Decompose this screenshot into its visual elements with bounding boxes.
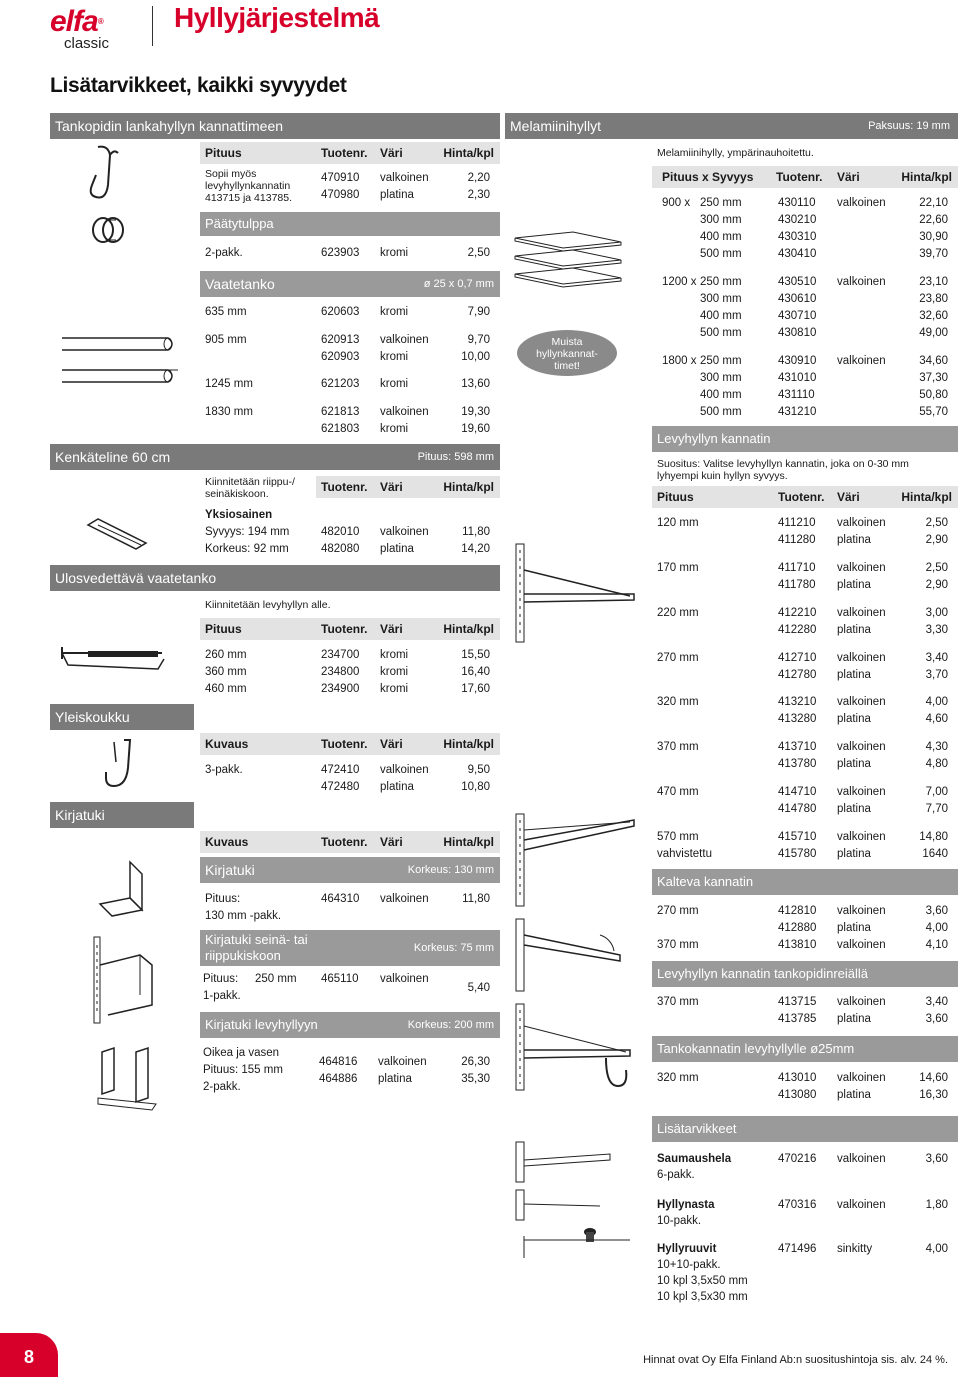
table-row [652,389,958,405]
melamiini-note: Melamiinihylly, ympärinauhoitettu. [657,147,814,159]
cell: 413785 [778,1013,817,1025]
cell: 300 mm [700,372,742,384]
table-row [652,355,958,371]
cell: valkoinen [837,562,886,574]
cell: 413010 [778,1072,817,1084]
cell: valkoinen [837,355,886,367]
table-row [652,1072,958,1088]
cell: 300 mm [700,214,742,226]
kalteva2-illustration [510,915,640,995]
kannatin-illustration [510,540,640,645]
item-extra: 10 kpl 3,5x30 mm [657,1291,748,1303]
item-code: 471496 [778,1243,817,1255]
tankopidin-note: Sopii myös levyhyllynkannatin 413715 ja 413785. [205,168,292,204]
kenkateline-note: Kiinnitetään riippu-/ seinäkiskoon. [205,476,295,500]
subsection-kirjatuki-levy: Kirjatuki levyhyllyyn Korkeus: 200 mm [200,1012,500,1038]
item-color: valkoinen [837,1153,886,1165]
col-hinta: Hinta/kpl [443,146,494,160]
cell: platina [837,579,871,591]
cell: 430110 [778,197,816,209]
table-row: 1830 mm 621813 valkoinen 19,30 [205,406,490,418]
cell: 500 mm [700,327,742,339]
cell: 320 mm [657,1072,699,1084]
cell: 4,80 [925,758,948,770]
cell: vahvistettu [657,848,712,860]
cell: 431210 [778,406,817,418]
cell: 413210 [778,696,817,708]
item-pack: 10-pakk. [657,1215,702,1227]
cell: 430210 [778,214,817,226]
table-row: 1-pakk. [203,990,241,1002]
section-yleiskoukku: Yleiskoukku [50,704,194,730]
table-row [652,406,958,422]
subsection-kirjatuki: Kirjatuki Korkeus: 130 mm [200,857,500,883]
cell: platina [837,713,871,725]
table-header: Tuotenr. Väri Hinta/kpl [316,476,500,498]
cell: 14,80 [919,831,948,843]
table-row: 460 mm 234900 kromi 17,60 [205,683,490,695]
cell: 23,10 [919,276,948,288]
table-row [652,231,958,247]
table-row: Syvyys: 194 mm 482010 valkoinen 11,80 [205,526,490,538]
table-row [652,517,958,533]
table-row [652,758,958,774]
cell: 414710 [778,786,817,798]
col-vari: Väri [380,146,403,160]
table-row: 470910 valkoinen 2,20 [321,172,490,184]
item-pack: 6-pakk. [657,1169,695,1181]
section-ulosvedettava: Ulosvedettävä vaatetanko [50,565,500,591]
table-row [652,1089,958,1105]
cell: 2,50 [925,517,948,529]
cell: 120 mm [657,517,699,529]
cell: platina [837,1089,871,1101]
table-header: Pituus x Syvyys Tuotenr. Väri Hinta/kpl [652,166,958,188]
elfa-logo: elfa® classic [50,8,142,50]
cell: 415710 [778,831,817,843]
subsection-levyhyllyn-kannatin: Levyhyllyn kannatin [652,426,958,452]
cell: 7,70 [925,803,948,815]
table-row: 620903 kromi 10,00 [321,351,490,363]
table-header: Kuvaus Tuotenr. Väri Hinta/kpl [200,831,500,853]
table-header: Pituus Tuotenr. Väri Hinta/kpl [652,486,958,508]
cell: 4,10 [925,939,948,951]
cell: 413280 [778,713,817,725]
table-row [652,803,958,819]
cell: 2,50 [925,562,948,574]
cell: 1640 [922,848,948,860]
cell: 50,80 [919,389,948,401]
table-row [652,293,958,309]
cell: 7,00 [925,786,948,798]
table-row [652,372,958,388]
list-item [652,1241,958,1301]
cell: 4,00 [925,696,948,708]
yksiosainen-label: Yksiosainen [205,509,273,521]
table-row: Pituus: 464310 valkoinen 11,80 [205,893,490,905]
cell: 32,60 [919,310,948,322]
cell: 430410 [778,248,817,260]
table-row [652,786,958,802]
col-tuotenr: Tuotenr. [321,146,368,160]
lisatarvikkeet-illustration [510,1140,640,1260]
item-price: 4,00 [925,1243,948,1255]
cell: 250 mm [700,197,742,209]
table-row [652,248,958,264]
cell: 413710 [778,741,817,753]
cell: platina [837,534,871,546]
table-row: Korkeus: 92 mm 482080 platina 14,20 [205,543,490,555]
subsection-kalteva: Kalteva kannatin [652,869,958,895]
subsection-kirjatuki-seina: Kirjatuki seinä- tai riippukiskoon Korkeus: 75 mm [200,930,500,966]
cell: 431010 [778,372,817,384]
table-row [652,562,958,578]
cell: valkoinen [837,276,886,288]
cell: 400 mm [700,310,742,322]
item-code: 470216 [778,1153,817,1165]
cell: 411280 [778,534,816,546]
cell: 430710 [778,310,817,322]
kirjatuki-levy-illustration [96,1046,158,1112]
cell: valkoinen [837,197,886,209]
cell: 900 x [662,197,691,209]
section-tankopidin-title: Tankopidin lankahyllyn kannattimeen [50,113,500,139]
cell: 412810 [778,905,817,917]
cell: 37,30 [919,372,948,384]
cell: 2,90 [925,534,948,546]
ulosvedettava-note: Kiinnitetään levyhyllyn alle. [205,599,331,611]
section-kirjatuki: Kirjatuki [50,802,194,828]
cell: valkoinen [837,831,886,843]
table-row: 2-pakk. 623903 kromi 2,50 [205,247,490,259]
table-row [652,579,958,595]
cell: valkoinen [837,607,886,619]
cell: 250 mm [700,355,742,367]
table-row [652,197,958,213]
table-header: Pituus Tuotenr. Väri Hinta/kpl [200,618,500,640]
cell: 39,70 [919,248,948,260]
item-price: 3,60 [925,1153,948,1165]
cell: valkoinen [837,1072,886,1084]
table-row [652,534,958,550]
table-row [652,996,958,1012]
col-pituus: Pituus [205,146,242,160]
cell: 4,30 [925,741,948,753]
yleiskoukku-illustration [100,738,140,794]
cell: platina [837,922,871,934]
cell: 320 mm [657,696,699,708]
cell: platina [837,758,871,770]
cell: 370 mm [657,939,699,951]
table-row [652,214,958,230]
table-row: 472480 platina 10,80 [321,781,490,793]
vaatetanko-spec: ø 25 x 0,7 mm [423,278,494,290]
subsection-vaatetanko [200,271,500,297]
table-header: Kuvaus Tuotenr. Väri Hinta/kpl [200,733,500,755]
cell: 430510 [778,276,817,288]
cell: 170 mm [657,562,699,574]
cell: 220 mm [657,607,699,619]
cell: platina [837,624,871,636]
vaatetanko-title: Vaatetanko [205,276,275,292]
cell: 16,30 [919,1089,948,1101]
cell: 55,70 [919,406,948,418]
table-row [652,624,958,640]
cell: 411710 [778,562,816,574]
melamiini-spec: Paksuus: 19 mm [868,120,950,132]
subsection-paatytulppa: Päätytulppa [200,212,500,236]
item-pack: 10+10-pakk. [657,1259,721,1271]
cell: 34,60 [919,355,948,367]
kenkateline-illustration [86,515,156,553]
cell: 413080 [778,1089,817,1101]
cell: platina [837,803,871,815]
cell: 1200 x [662,276,697,288]
table-row [652,922,958,938]
cell: 4,60 [925,713,948,725]
melamiini-title: Melamiinihyllyt [510,118,602,134]
item-name: Hyllynasta [657,1199,715,1211]
cell: 370 mm [657,741,699,753]
kalteva-illustration [510,810,640,910]
levyhyllyn-note: Suositus: Valitse levyhyllyn kannatin, joka on 0-30 mm lyhyempi kuin hyllyn syvyys. [657,458,909,482]
table-row: Pituus: 250 mm 465110 valkoinen 5,40 [203,973,490,994]
cell: 470 mm [657,786,699,798]
cell: 3,60 [925,905,948,917]
cell: valkoinen [837,786,886,798]
cell: valkoinen [837,696,886,708]
subsection-lisatarvikkeet: Lisätarvikkeet [652,1116,958,1142]
cell: 411210 [778,517,816,529]
cell: 412210 [778,607,817,619]
table-row: 1245 mm 621203 kromi 13,60 [205,378,490,390]
cell: 14,60 [919,1072,948,1084]
cell: 412710 [778,652,817,664]
table-row: Oikea ja vasen [203,1047,280,1059]
table-row: 130 mm -pakk. [205,910,282,922]
cell: 500 mm [700,248,742,260]
cell: 23,80 [919,293,948,305]
table-row [652,741,958,757]
kenkateline-title: Kenkäteline 60 cm [55,449,171,465]
cell: 413810 [778,939,817,951]
item-extra: 10 kpl 3,5x50 mm [657,1275,748,1287]
table-row [652,905,958,921]
item-code: 470316 [778,1199,817,1211]
cell: 430910 [778,355,817,367]
melamiini-illustration [513,230,623,300]
brand-title: Hyllyjärjestelmä [174,2,380,33]
logo-sub: classic [64,35,110,52]
cell: 3,00 [925,607,948,619]
cell: 1800 x [662,355,697,367]
section-melamiini [505,113,958,139]
cell: 3,40 [925,652,948,664]
footnote: Hinnat ovat Oy Elfa Finland Ab:n suositushintoja sis. alv. 24 %. [643,1354,948,1366]
cell: 3,60 [925,1013,948,1025]
cell: 22,10 [919,197,948,209]
table-row [652,848,958,864]
subsection-tankopidinreiat: Levyhyllyn kannatin tankopidinreiällä [652,961,958,987]
cell: 22,60 [919,214,948,226]
cell: 412280 [778,624,817,636]
table-row [652,607,958,623]
item-name: Hyllyruuvit [657,1243,717,1255]
table-row: 360 mm 234800 kromi 16,40 [205,666,490,678]
cell: 300 mm [700,293,742,305]
section-kenkateline [50,444,500,470]
table-row: 470980 platina 2,30 [321,189,490,201]
cell: 411780 [778,579,816,591]
cell: 270 mm [657,652,699,664]
table-row: 2-pakk. 464886 platina 35,30 [203,1073,490,1093]
page-number: 8 [0,1333,58,1377]
page-title: Lisätarvikkeet, kaikki syvyydet [50,74,347,97]
cell: platina [837,1013,871,1025]
cell: 413715 [778,996,817,1008]
cell: 412780 [778,669,817,681]
logo-text: elfa [50,5,98,38]
cell: platina [837,848,871,860]
cell: 431110 [778,389,815,401]
cell: valkoinen [837,905,886,917]
table-row [652,831,958,847]
cell: 414780 [778,803,817,815]
item-color: sinkitty [837,1243,873,1255]
item-name: Saumaushela [657,1153,732,1165]
table-row [652,939,958,955]
kirjatuki-seina-illustration [90,935,160,1025]
cell: 3,70 [925,669,948,681]
cell: 500 mm [700,406,742,418]
table-row [652,713,958,729]
vaatetanko-illustration [60,332,178,392]
kirjatuki-illustration [96,860,160,920]
table-row [652,310,958,326]
tankopidin-illustration [78,145,138,270]
table-row [652,327,958,343]
header-divider [152,6,153,46]
item-color: valkoinen [837,1199,886,1211]
muista-badge: Muista hyllynkannat- timet! [517,330,617,376]
cell: 2,90 [925,579,948,591]
table-row: 260 mm 234700 kromi 15,50 [205,649,490,661]
cell: 30,90 [919,231,948,243]
cell: 412880 [778,922,817,934]
tankopidin-kannatin-illustration [510,1000,640,1095]
table-header [200,142,500,164]
item-price: 1,80 [925,1199,948,1211]
cell: 430610 [778,293,817,305]
table-row [652,276,958,292]
cell: valkoinen [837,517,886,529]
cell: platina [837,669,871,681]
cell: valkoinen [837,652,886,664]
cell: 4,00 [925,922,948,934]
cell: 430810 [778,327,817,339]
cell: 270 mm [657,905,699,917]
cell: 415780 [778,848,817,860]
cell: valkoinen [837,939,886,951]
cell: valkoinen [837,996,886,1008]
cell: valkoinen [837,741,886,753]
cell: 3,30 [925,624,948,636]
cell: 3,40 [925,996,948,1008]
cell: 49,00 [919,327,948,339]
table-row: 905 mm 620913 valkoinen 9,70 [205,334,490,346]
cell: 250 mm [700,276,742,288]
table-row [652,652,958,668]
cell: 400 mm [700,231,742,243]
table-row: 635 mm 620603 kromi 7,90 [205,306,490,318]
kenkateline-spec: Pituus: 598 mm [417,451,494,463]
table-row: 3-pakk. 472410 valkoinen 9,50 [205,764,490,776]
subsection-tankokannatin: Tankokannatin levyhyllylle ø25mm [652,1036,958,1062]
table-row: Pituus: 155 mm 464816 valkoinen 26,30 [203,1056,490,1076]
cell: 400 mm [700,389,742,401]
table-row [652,1013,958,1029]
ulosvedettava-illustration [58,645,188,677]
table-row: 621803 kromi 19,60 [321,423,490,435]
cell: 413780 [778,758,817,770]
cell: 370 mm [657,996,699,1008]
cell: 430310 [778,231,817,243]
table-row [652,669,958,685]
cell: 570 mm [657,831,699,843]
table-row [652,696,958,712]
